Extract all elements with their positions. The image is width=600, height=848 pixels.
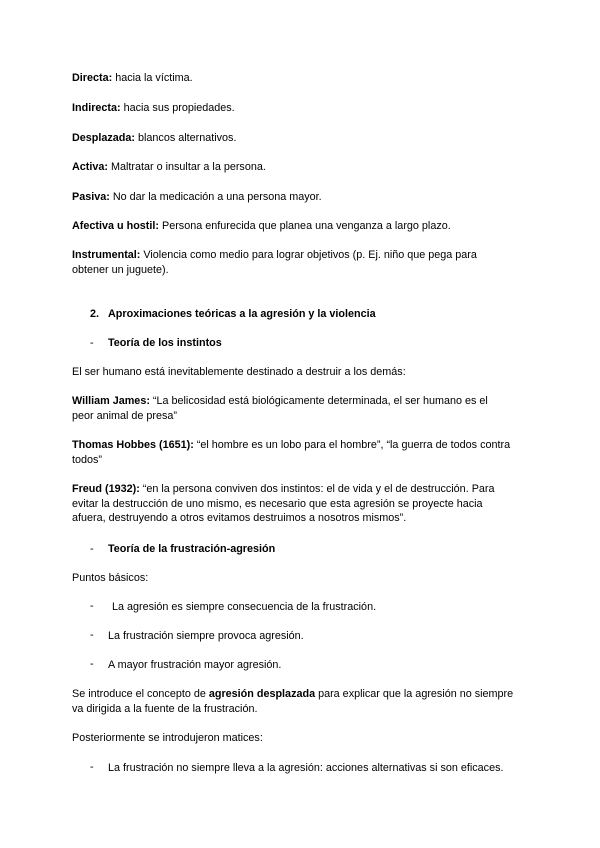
type-desc: Maltratar o insultar a la persona. (108, 161, 266, 173)
instinct-subheading (90, 336, 222, 350)
displaced-aggression-paragraph (72, 687, 522, 716)
dash-bullet: - (90, 761, 94, 773)
type-term: Desplazada: (72, 132, 136, 144)
quote-author: William James: (72, 395, 150, 407)
instinct-intro: El ser humano está inevitablemente destinado a destruir a los demás: (72, 366, 406, 378)
quote-text: “en la persona conviven dos instintos: el de vida y el de destrucción. Para evitar la destrucción de uno mismo, es necesario que esta agresión se proyecte hacia afuera, destruyendo a otros evitamos destruimos a nosotros mismos”. (72, 483, 495, 525)
quote-author: Thomas Hobbes (1651): (72, 439, 194, 451)
type-desc: Violencia como medio para lograr objetivos (p. Ej. niño que pega para obtener un juguete). (72, 249, 477, 276)
type-desc: Persona enfurecida que planea una venganza a largo plazo. (159, 220, 451, 232)
quote-text: “La belicosidad está biológicamente determinada, el ser humano es el peor animal de presa” (72, 395, 488, 422)
section-title: Aproximaciones teóricas a la agresión y la violencia (108, 308, 376, 320)
quote-freud (72, 482, 512, 526)
paragraph-text: Se introduce el concepto de (72, 688, 209, 700)
quote-william-james (72, 394, 512, 423)
section-2-heading (90, 307, 376, 321)
type-instrumental (72, 248, 502, 277)
point-text: La agresión es siempre consecuencia de la frustración. (112, 601, 377, 613)
nuance-text: La frustración no siempre lleva a la agresión: acciones alternativas si son eficaces. (108, 762, 504, 774)
instinct-heading: Teoría de los instintos (108, 337, 222, 349)
type-desc: hacia la víctima. (112, 72, 193, 84)
quote-thomas-hobbes (72, 438, 512, 467)
paragraph-text: para explicar que la agresión no siempre va dirigida a la fuente de la frustración. (72, 688, 514, 715)
type-term: Activa: (72, 161, 109, 173)
frustration-subheading (90, 542, 276, 556)
point-text: A mayor frustración mayor agresión. (108, 659, 282, 671)
section-number: 2. (90, 308, 100, 320)
dash-bullet: - (90, 600, 94, 612)
frustration-heading: Teoría de la frustración-agresión (108, 543, 276, 555)
type-term: Afectiva u hostil: (72, 220, 159, 232)
type-afectiva (72, 219, 451, 233)
type-desc: No dar la medicación a una persona mayor. (109, 191, 322, 203)
dash-bullet: - (90, 337, 94, 349)
type-desc: blancos alternativos. (135, 132, 237, 144)
points-title: Puntos básicos: (72, 572, 149, 584)
type-indirecta (72, 101, 235, 115)
type-term: Directa: (72, 72, 113, 84)
type-desc: hacia sus propiedades. (120, 102, 235, 114)
quote-author: Freud (1932): (72, 483, 140, 495)
dash-bullet: - (90, 543, 94, 555)
type-term: Instrumental: (72, 249, 141, 261)
point-text: La frustración siempre provoca agresión. (108, 630, 304, 642)
type-directa (72, 71, 193, 85)
dash-bullet: - (90, 629, 94, 641)
type-pasiva (72, 190, 322, 204)
type-desplazada (72, 131, 236, 145)
type-term: Pasiva: (72, 191, 110, 203)
later-nuances-intro: Posteriormente se introdujeron matices: (72, 732, 263, 744)
type-activa (72, 160, 266, 174)
type-term: Indirecta: (72, 102, 121, 114)
highlighted-term: agresión desplazada (208, 688, 316, 700)
dash-bullet: - (90, 658, 94, 670)
quote-text: “el hombre es un lobo para el hombre”, “la guerra de todos contra todos” (72, 439, 511, 466)
